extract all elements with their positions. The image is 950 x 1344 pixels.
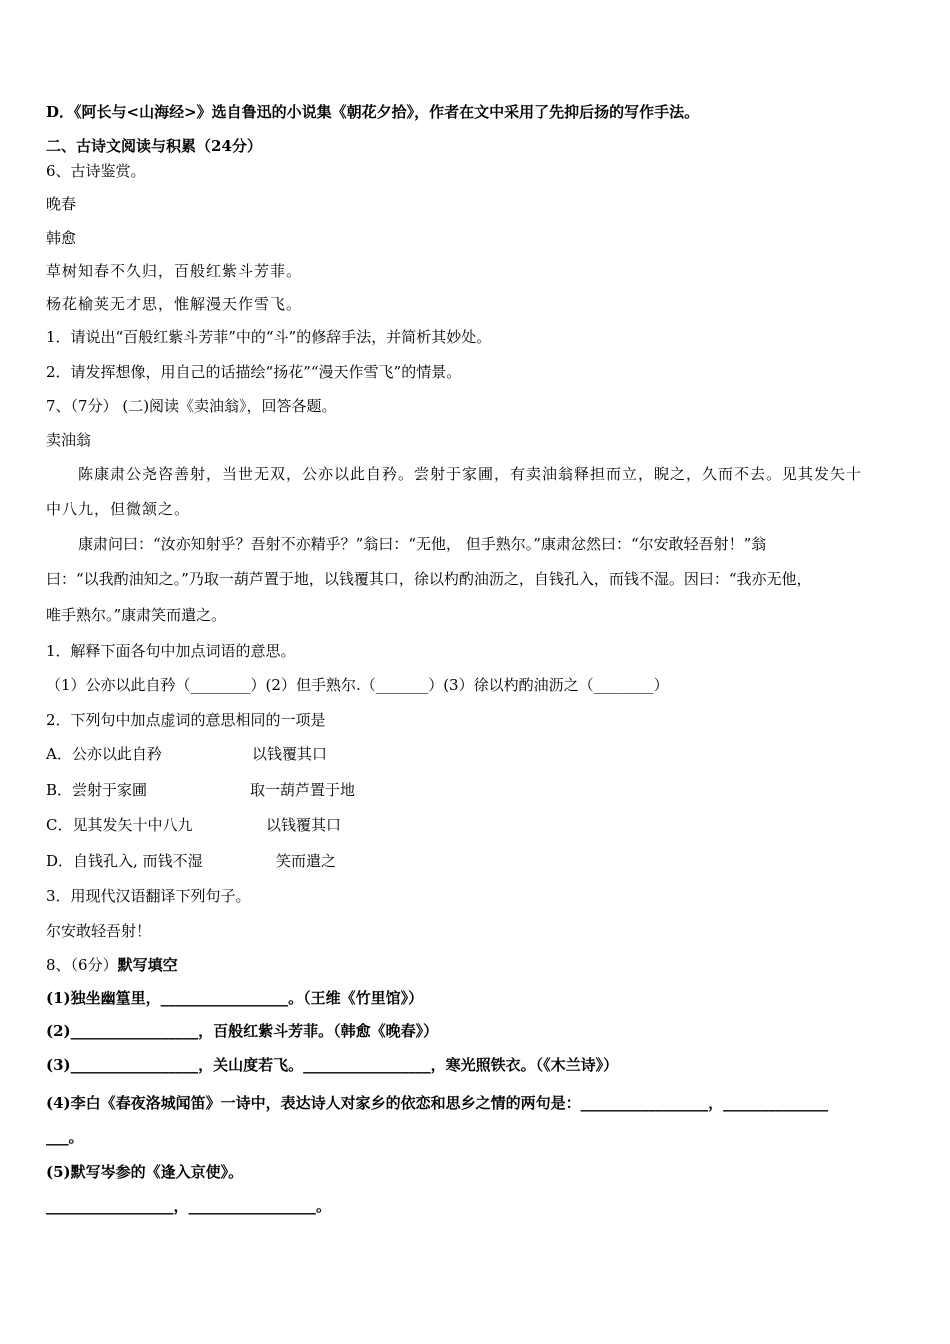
question-8-4-cont: ___。 (46, 1128, 84, 1146)
question-8-heading: 默写填空 (117, 956, 178, 974)
question-8-title (46, 955, 178, 975)
option-b-right: 取一葫芦置于地 (250, 781, 356, 799)
poem-line-1: 草树知春不久归，百般红紫斗芳菲。 (46, 262, 303, 280)
translate-sentence: 尔安敢轻吾射！ (46, 922, 152, 940)
question-7-2: 2．下列句中加点虚词的意思相同的一项是 (46, 711, 326, 729)
question-7-1: 1．解释下面各句中加点词语的意思。 (46, 642, 296, 660)
question-8-3: (3)_________________，关山度若飞。_________________，寒光照铁衣。（《木兰诗》） (46, 1056, 619, 1074)
question-7-1-blanks: （1）公亦以此自矜（________）(2）但手熟尔.（_______）(3）徐以杓酌油沥之（________） (46, 676, 669, 694)
question-8-4: (4)李白《春夜洛城闻笛》一诗中，表达诗人对家乡的依恋和思乡之情的两句是：_________________，______________ (46, 1094, 829, 1112)
option-d-left: D．自钱孔入, 而钱不湿 (46, 852, 203, 870)
poem-author: 韩愈 (46, 229, 77, 247)
question-8-2: (2)_________________，百般红紫斗芳菲。（韩愈《晚春》） (46, 1022, 439, 1040)
option-c-left: C．见其发矢十中八九 (46, 816, 193, 834)
question-8-1: (1)独坐幽篁里，_________________。（王维《竹里馆》） (46, 989, 424, 1007)
passage-title: 卖油翁 (46, 431, 92, 449)
passage-para-1: 陈康肃公尧咨善射，当世无双，公亦以此自矜。尝射于家圃，有卖油翁释担而立，睨之，久而不去。见其发矢十 (78, 465, 863, 483)
passage-para-1-cont: 中八九，但微颔之。 (46, 500, 191, 518)
question-8-5: (5)默写岑参的《逢入京使》。 (46, 1163, 244, 1181)
question-6-2: 2．请发挥想像，用自己的话描绘“扬花”“漫天作雪飞”的情景。 (46, 363, 462, 381)
question-7-3: 3．用现代汉语翻译下列句子。 (46, 887, 251, 905)
question-6-1: 1．请说出“百般红紫斗芳菲”中的“斗”的修辞手法，并简析其妙处。 (46, 328, 492, 346)
question-6-title: 6、古诗鉴赏。 (46, 162, 146, 180)
option-a-right: 以钱覆其口 (252, 745, 328, 763)
option-c-right: 以钱覆其口 (266, 816, 342, 834)
question-7-title: 7、（7分） (二)阅读《卖油翁》，回答各题。 (46, 397, 337, 415)
passage-para-2-cont: 曰：“以我酌油知之。”乃取一葫芦置于地，以钱覆其口，徐以杓酌油沥之，自钱孔入，而钱不湿。因曰：“我亦无他， (46, 570, 812, 588)
question-8-5-blanks: _________________，_________________。 (46, 1197, 332, 1215)
question-8-score: 8、（6分） (46, 956, 118, 974)
poem-title: 晚春 (46, 195, 77, 213)
option-d-right: 笑而遣之 (276, 852, 337, 870)
option-a-left: A．公亦以此自矜 (46, 745, 162, 763)
passage-para-2: 康肃问曰：“汝亦知射乎？吾射不亦精乎？”翁曰：“无他， 但手熟尔。”康肃忿然曰：“尔安敢轻吾射！”翁 (78, 535, 767, 553)
option-d-statement: D．《阿长与<山海经>》选自鲁迅的小说集《朝花夕拾》，作者在文中采用了先抑后扬的写作手法。 (46, 103, 700, 121)
poem-line-2: 杨花榆荚无才思，惟解漫天作雪飞。 (46, 295, 303, 313)
section-heading: 二、古诗文阅读与积累（24分） (46, 137, 262, 155)
passage-para-2-end: 唯手熟尔。”康肃笑而遣之。 (46, 606, 227, 624)
option-b-left: B．尝射于家圃 (46, 781, 148, 799)
